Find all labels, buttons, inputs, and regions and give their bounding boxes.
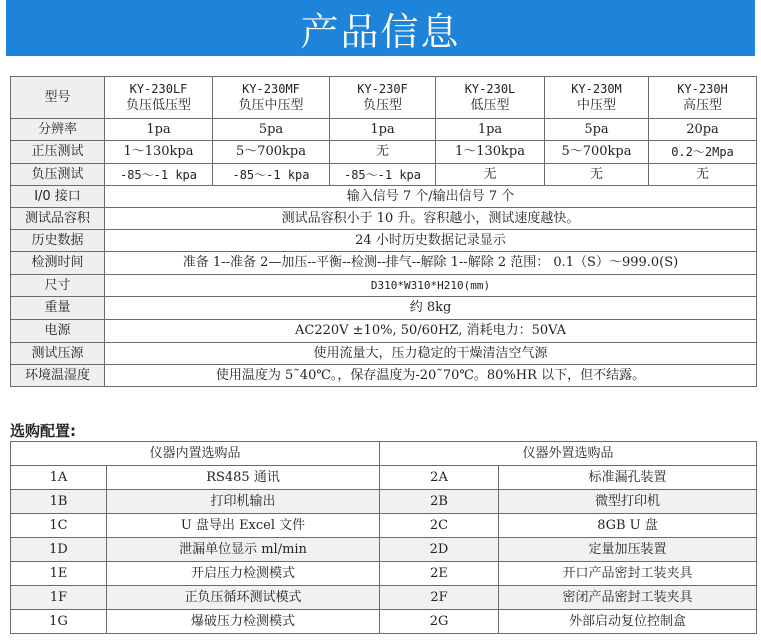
model-cell: KY-230H 高压型 — [649, 77, 757, 119]
internal-item: RS485 通讯 — [107, 466, 380, 490]
internal-code: 1D — [11, 538, 107, 562]
resolution-value: 5pa — [545, 119, 649, 141]
internal-code: 1A — [11, 466, 107, 490]
positive-label: 正压测试 — [11, 141, 105, 164]
internal-item: 爆破压力检测模式 — [107, 610, 380, 634]
io-row — [11, 186, 757, 208]
internal-item: 正负压循环测试模式 — [107, 586, 380, 610]
negative-value: 无 — [436, 164, 545, 186]
external-code: 2D — [380, 538, 499, 562]
source-row — [11, 343, 757, 365]
internal-code: 1B — [11, 490, 107, 514]
resolution-value: 5pa — [213, 119, 330, 141]
internal-item: 开启压力检测模式 — [107, 562, 380, 586]
options-title: 选购配置: — [10, 422, 76, 440]
options-row — [11, 538, 757, 562]
banner-title: 产品信息 — [6, 0, 755, 56]
resolution-value: 1pa — [330, 119, 436, 141]
internal-item: 泄漏单位显示 ml/min — [107, 538, 380, 562]
power-label: 电源 — [11, 320, 105, 343]
volume-value: 测试品容积小于 10 升。容积越小，测试速度越快。 — [105, 208, 757, 230]
external-code: 2B — [380, 490, 499, 514]
model-cell: KY-230LF 负压低压型 — [105, 77, 213, 119]
detect-time-label: 检测时间 — [11, 252, 105, 275]
resolution-row — [11, 119, 757, 141]
external-code: 2E — [380, 562, 499, 586]
env-row — [11, 365, 757, 387]
resolution-value: 1pa — [105, 119, 213, 141]
model-cell: KY-230M 中压型 — [545, 77, 649, 119]
power-row — [11, 320, 757, 343]
negative-value: -85～-1 kpa — [105, 164, 213, 186]
spec-table — [10, 76, 757, 387]
history-value: 24 小时历史数据记录显示 — [105, 230, 757, 252]
options-row — [11, 490, 757, 514]
negative-value: 无 — [545, 164, 649, 186]
positive-value: 5～700kpa — [545, 141, 649, 164]
negative-value: -85～-1 kpa — [213, 164, 330, 186]
weight-value: 约 8kg — [105, 297, 757, 320]
source-value: 使用流量大，压力稳定的干燥清洁空气源 — [105, 343, 757, 365]
env-value: 使用温度为 5˜40℃。，保存温度为-20˜70℃。80%HR 以下，但不结露。 — [105, 365, 757, 387]
size-label: 尺寸 — [11, 275, 105, 297]
negative-value: 无 — [649, 164, 757, 186]
resolution-value: 1pa — [436, 119, 545, 141]
options-header-row — [11, 442, 757, 466]
detect-time-value: 准备 1--准备 2—加压--平衡--检测--排气--解除 1--解除 2 范围： 0.1（S）～999.0(S) — [105, 252, 757, 275]
size-value: D310*W310*H210(mm) — [105, 275, 757, 297]
internal-header: 仪器内置选购品 — [11, 442, 380, 466]
size-row — [11, 275, 757, 297]
external-code: 2A — [380, 466, 499, 490]
external-item: 微型打印机 — [499, 490, 757, 514]
external-item: 标准漏孔装置 — [499, 466, 757, 490]
internal-code: 1G — [11, 610, 107, 634]
internal-code: 1C — [11, 514, 107, 538]
io-value: 输入信号 7 个/输出信号 7 个 — [105, 186, 757, 208]
resolution-label: 分辨率 — [11, 119, 105, 141]
options-row — [11, 514, 757, 538]
source-label: 测试压源 — [11, 343, 105, 365]
io-label: I/0 接口 — [11, 186, 105, 208]
resolution-value: 20pa — [649, 119, 757, 141]
model-cell: KY-230F 负压型 — [330, 77, 436, 119]
external-code: 2F — [380, 586, 499, 610]
model-cell: KY-230MF 负压中压型 — [213, 77, 330, 119]
external-item: 定量加压装置 — [499, 538, 757, 562]
model-row — [11, 77, 757, 119]
external-code: 2G — [380, 610, 499, 634]
external-item: 8GB U 盘 — [499, 514, 757, 538]
options-table — [10, 441, 757, 634]
external-item: 密闭产品密封工装夹具 — [499, 586, 757, 610]
positive-row — [11, 141, 757, 164]
options-row — [11, 586, 757, 610]
negative-label: 负压测试 — [11, 164, 105, 186]
positive-value: 1～130kpa — [436, 141, 545, 164]
model-cell: KY-230L 低压型 — [436, 77, 545, 119]
weight-row — [11, 297, 757, 320]
internal-item: U 盘导出 Excel 文件 — [107, 514, 380, 538]
history-row — [11, 230, 757, 252]
model-label: 型号 — [11, 77, 105, 119]
internal-code: 1F — [11, 586, 107, 610]
internal-code: 1E — [11, 562, 107, 586]
external-header: 仪器外置选购品 — [380, 442, 757, 466]
env-label: 环境温湿度 — [11, 365, 105, 387]
negative-row — [11, 164, 757, 186]
options-row — [11, 562, 757, 586]
internal-item: 打印机输出 — [107, 490, 380, 514]
history-label: 历史数据 — [11, 230, 105, 252]
external-item: 外部启动复位控制盒 — [499, 610, 757, 634]
positive-value: 无 — [330, 141, 436, 164]
detect-time-row — [11, 252, 757, 275]
external-code: 2C — [380, 514, 499, 538]
weight-label: 重量 — [11, 297, 105, 320]
volume-label: 测试品容积 — [11, 208, 105, 230]
power-value: AC220V ±10%, 50/60HZ, 消耗电力：50VA — [105, 320, 757, 343]
positive-value: 1～130kpa — [105, 141, 213, 164]
volume-row — [11, 208, 757, 230]
negative-value: -85～-1 kpa — [330, 164, 436, 186]
external-item: 开口产品密封工装夹具 — [499, 562, 757, 586]
positive-value: 0.2～2Mpa — [649, 141, 757, 164]
options-row — [11, 466, 757, 490]
positive-value: 5～700kpa — [213, 141, 330, 164]
options-row — [11, 610, 757, 634]
